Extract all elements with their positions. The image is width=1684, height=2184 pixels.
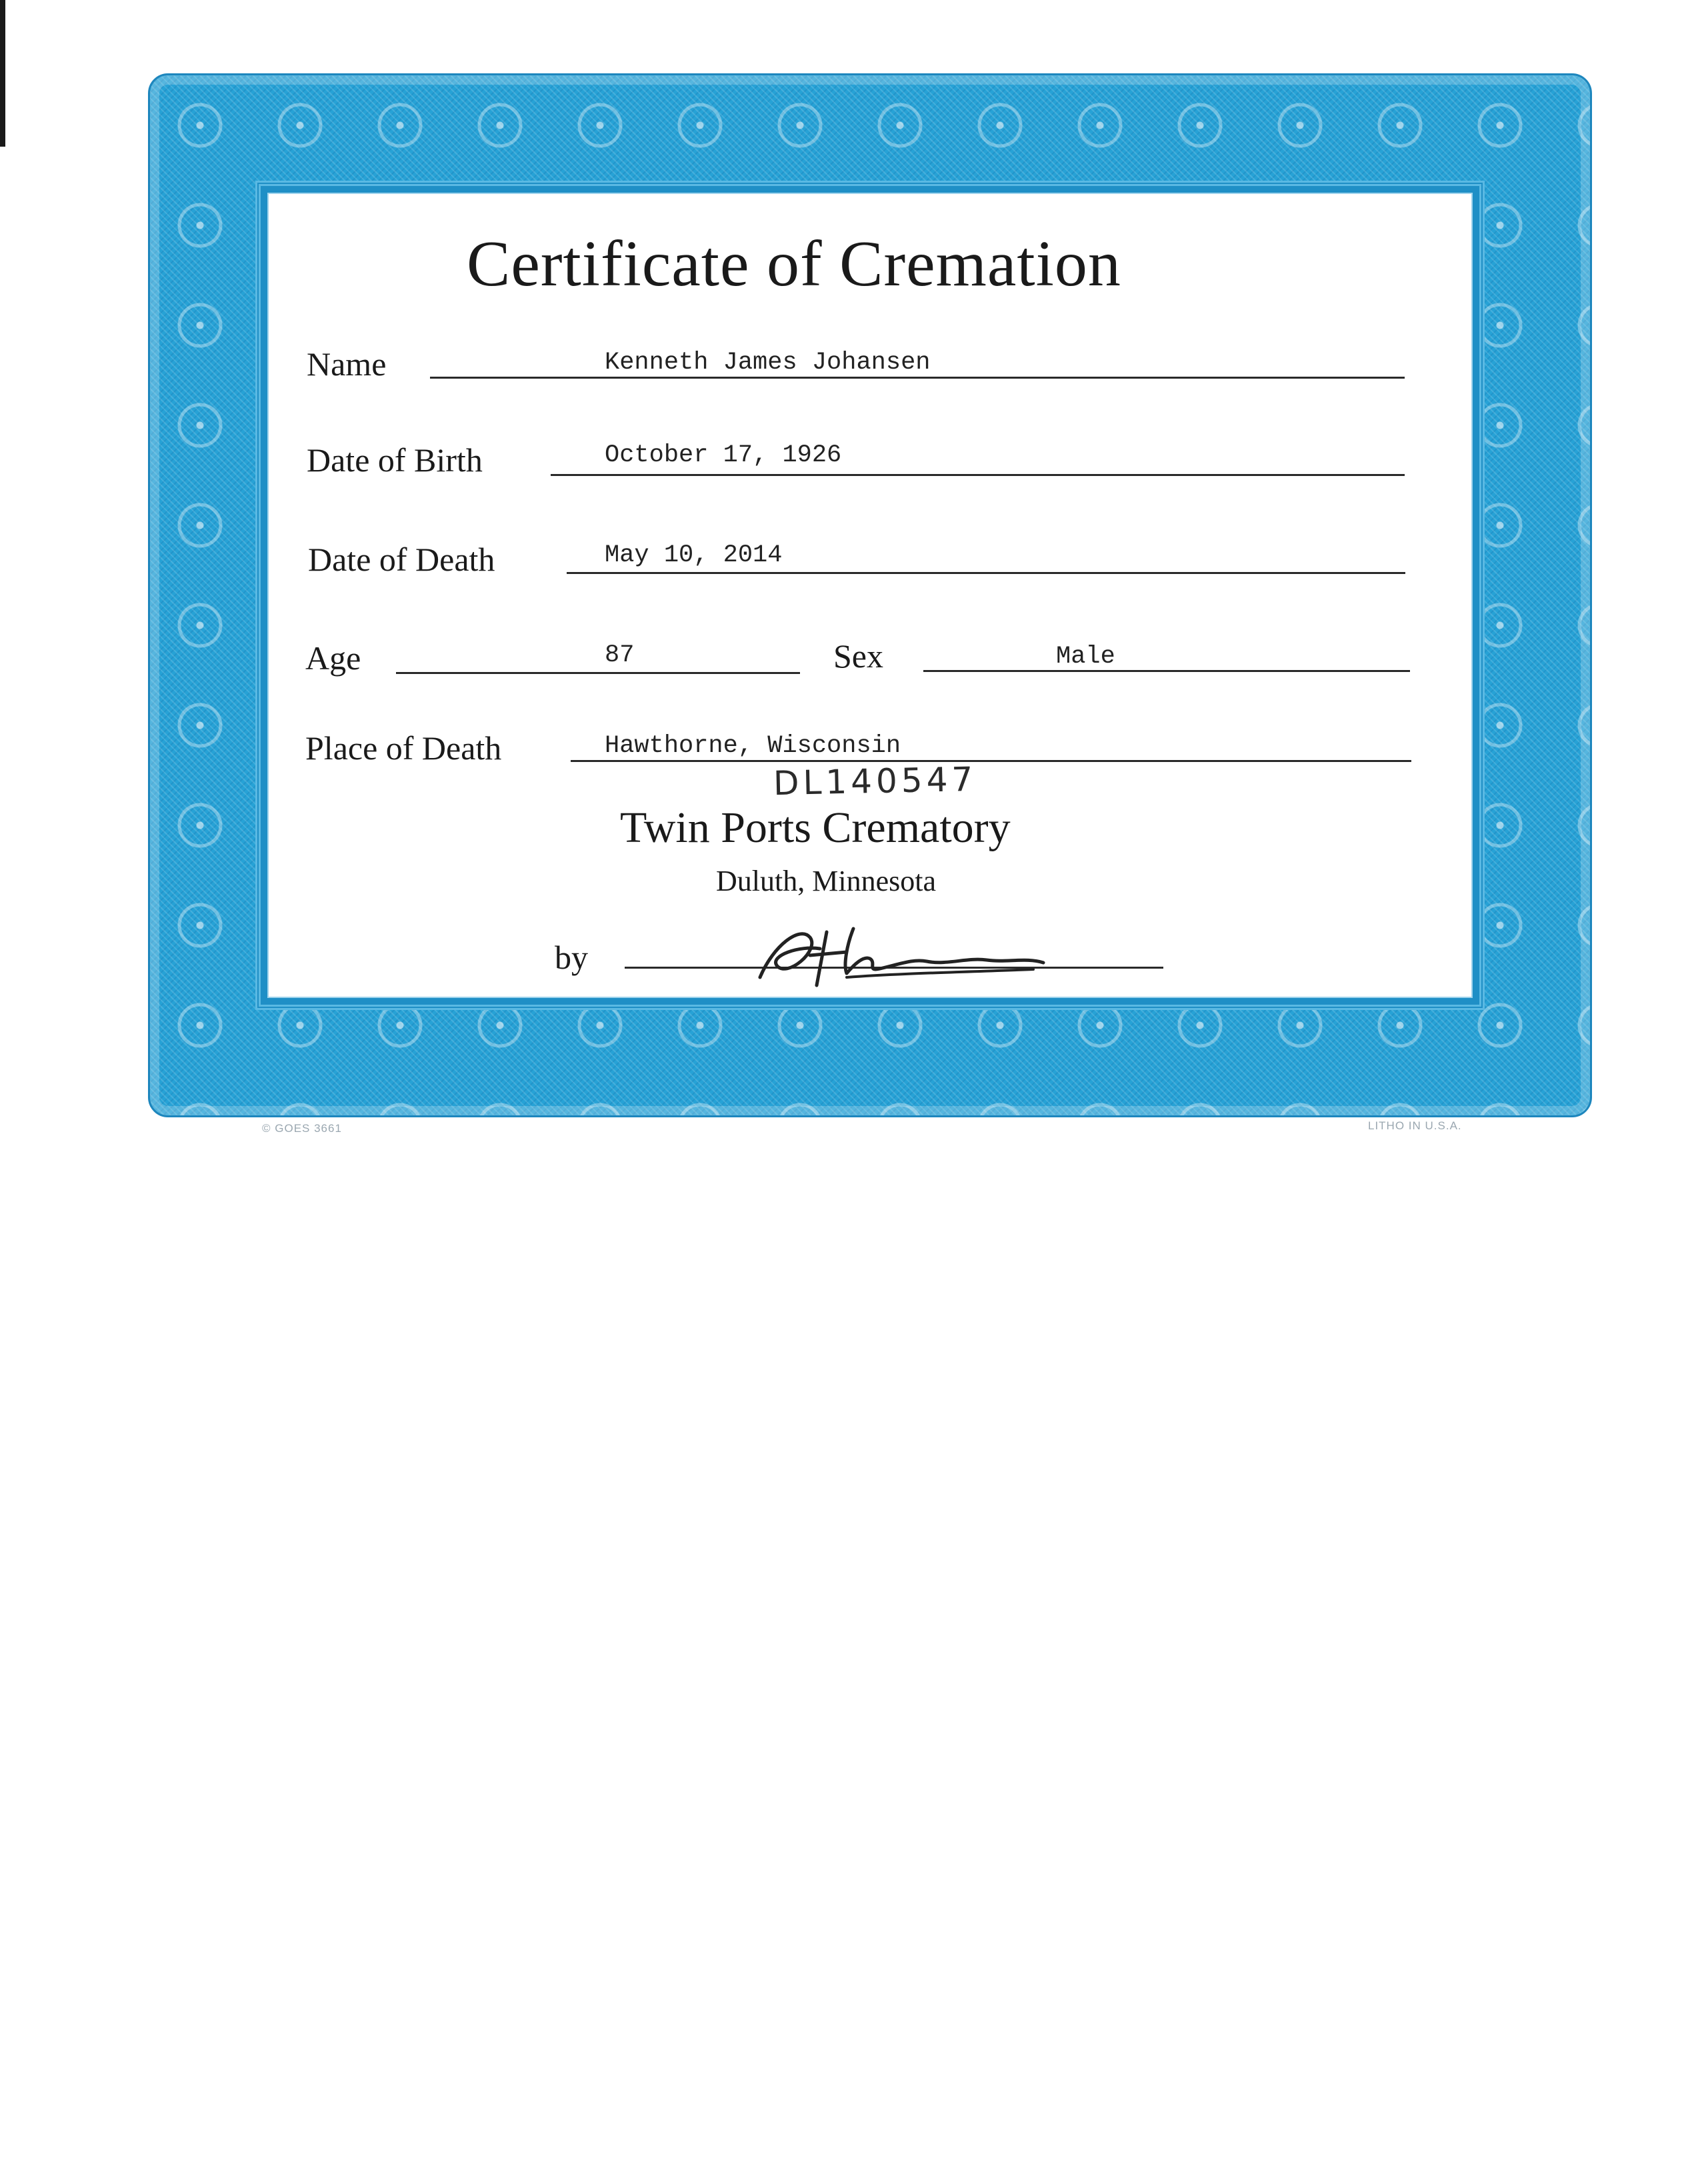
by-label: by — [555, 939, 588, 976]
signature-image — [747, 919, 1053, 992]
age-line — [396, 672, 800, 674]
certificate-title: Certificate of Cremation — [467, 228, 1121, 300]
age-label: Age — [305, 639, 361, 677]
name-line — [430, 377, 1405, 379]
company-city: Duluth, Minnesota — [716, 865, 936, 897]
sex-line — [923, 670, 1410, 672]
name-label: Name — [307, 345, 387, 383]
litho-mark: LITHO IN U.S.A. — [1368, 1119, 1462, 1132]
company-name: Twin Ports Crematory — [620, 803, 1011, 852]
dod-line — [567, 572, 1405, 574]
dob-value: October 17, 1926 — [605, 441, 842, 469]
name-value: Kenneth James Johansen — [605, 349, 931, 377]
place-value: Hawthorne, Wisconsin — [605, 732, 901, 760]
handwritten-number: DL140547 — [773, 759, 977, 803]
dob-line — [551, 474, 1405, 476]
scan-edge-artifact — [0, 0, 5, 147]
sex-label: Sex — [833, 637, 883, 675]
dod-label: Date of Death — [308, 541, 495, 578]
sex-value: Male — [1056, 643, 1115, 671]
age-value: 87 — [605, 641, 635, 669]
copyright-mark: © GOES 3661 — [262, 1122, 342, 1135]
place-label: Place of Death — [305, 729, 502, 767]
dob-label: Date of Birth — [307, 441, 483, 479]
dod-value: May 10, 2014 — [605, 541, 783, 569]
place-line — [571, 760, 1411, 762]
